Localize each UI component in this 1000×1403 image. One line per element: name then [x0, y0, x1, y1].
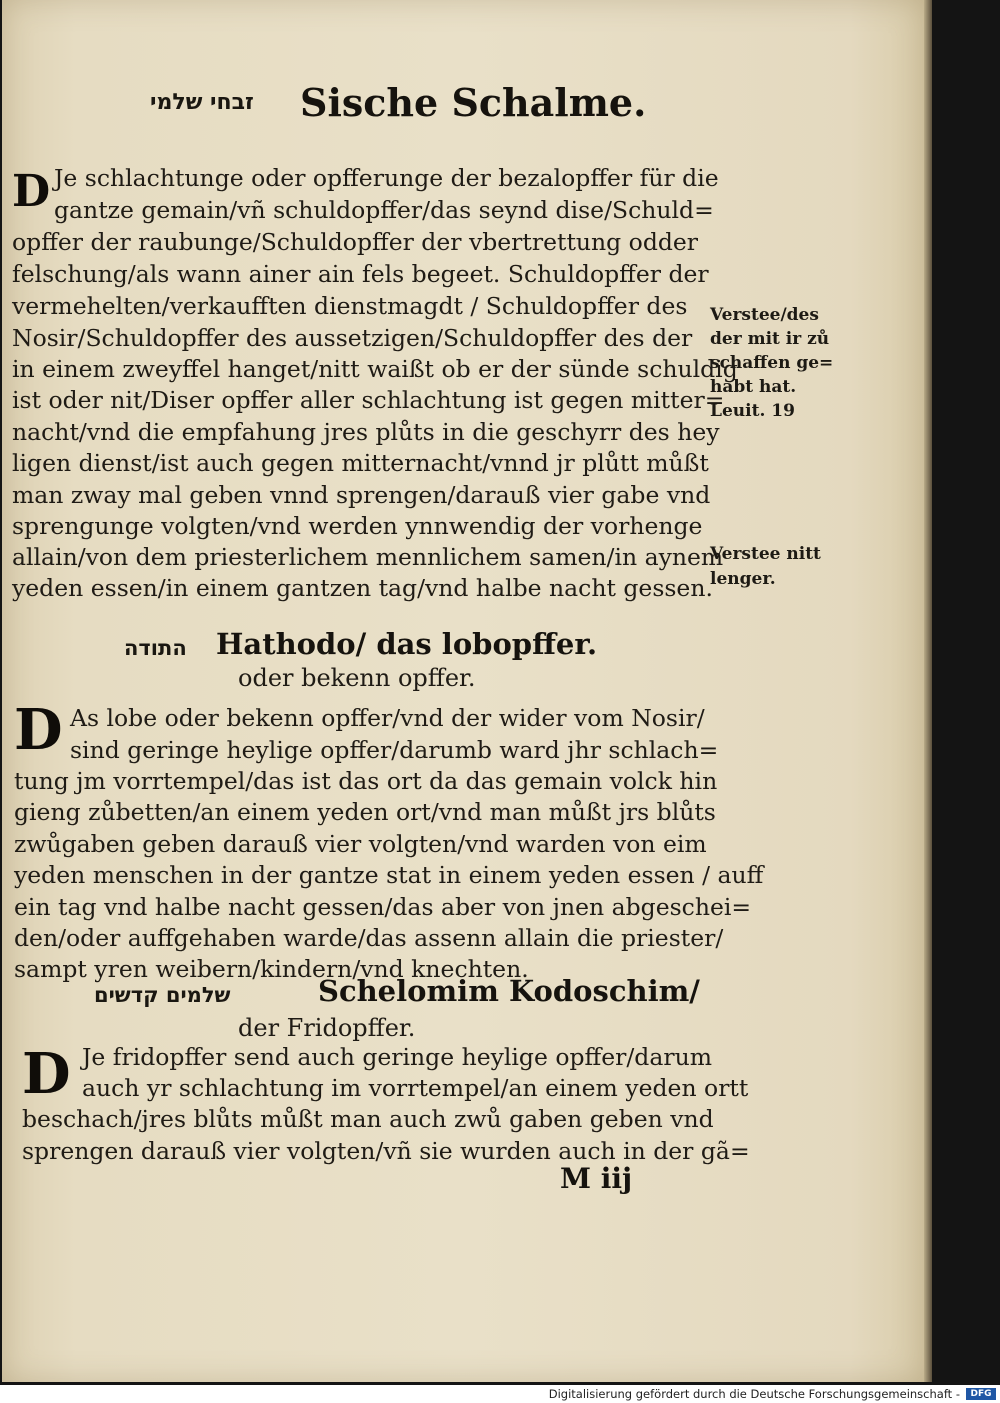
text-line: Je fridopffer send auch geringe heylige opffer/darum [82, 1043, 712, 1071]
page-title: Sische Schalme. [300, 80, 647, 125]
section3-hebrew: שלמים קדשים [94, 983, 231, 1007]
footer-bar [0, 1385, 1000, 1403]
section2-hebrew: התודה [124, 636, 187, 660]
text-line: felschung/als wann ainer ain fels begeet. Schuldopffer der [12, 260, 709, 288]
text-line: vermehelten/verkaufften dienstmagdt / Schuldopffer des [12, 292, 688, 320]
text-line: ein tag vnd halbe nacht gessen/das aber von jnen abgeschei= [14, 893, 752, 921]
book-page [2, 0, 924, 1382]
text-line: nacht/vnd die empfahung jres plůts in die geschyrr des hey [12, 418, 720, 446]
text-line: gieng zůbetten/an einem yeden ort/vnd man můßt jrs blůts [14, 798, 716, 826]
margin-note-line: der mit ir zů [710, 329, 830, 349]
signature-mark: M iij [560, 1162, 633, 1195]
text-line: sprengunge volgten/vnd werden ynnwendig der vorhenge [12, 512, 703, 540]
section3-heading: Schelomim Kodoschim/ [318, 974, 700, 1008]
text-line: As lobe oder bekenn opffer/vnd der wider vom Nosir/ [70, 704, 705, 732]
page-edge [924, 0, 932, 1382]
initial-capital-2: D [14, 697, 63, 763]
text-line: den/oder auffgehaben warde/das assenn allain die priester/ [14, 924, 724, 952]
text-line: ligen dienst/ist auch gegen mitternacht/vnnd jr plůtt můßt [12, 449, 709, 477]
dfg-logo: DFG [966, 1388, 996, 1400]
text-line: man zway mal geben vnnd sprengen/darauß vier gabe vnd [12, 481, 711, 509]
margin-note-line: habt hat. [710, 377, 797, 397]
margin-note-line: Verstee/des [710, 305, 819, 325]
footer-credit: Digitalisierung gefördert durch die Deutsche Forschungsgemeinschaft - [548, 1387, 960, 1401]
text-line: tung jm vorrtempel/das ist das ort da das gemain volck hin [14, 767, 718, 795]
text-line: sprengen darauß vier volgten/vñ sie wurden auch in der gã= [22, 1137, 750, 1165]
text-line: opffer der raubunge/Schuldopffer der vbertrettung odder [12, 228, 699, 256]
text-line: yeden menschen in der gantze stat in einem yeden essen / auff [14, 861, 764, 889]
text-line: sampt yren weibern/kindern/vnd knechten. [14, 955, 529, 983]
header-hebrew: זבחי שלמי [150, 90, 254, 115]
text-line: zwůgaben geben darauß vier volgten/vnd warden von eim [14, 830, 707, 858]
text-line: beschach/jres blůts můßt man auch zwů gaben geben vnd [22, 1105, 714, 1133]
text-line: sind geringe heylige opffer/darumb ward jhr schlach= [70, 736, 719, 764]
text-line: gantze gemain/vñ schuldopffer/das seynd dise/Schuld= [54, 196, 714, 224]
text-line: Je schlachtunge oder opfferunge der bezalopffer für die [54, 164, 719, 192]
text-line: auch yr schlachtung im vorrtempel/an einem yeden ortt [82, 1074, 749, 1102]
text-line: in einem zweyffel hanget/nitt waißt ob er der sünde schuldig [12, 355, 738, 383]
section2-subheading: oder bekenn opffer. [238, 664, 476, 692]
initial-capital-1: D [12, 166, 51, 217]
section3-subheading: der Fridopffer. [238, 1014, 416, 1042]
text-line: Nosir/Schuldopffer des aussetzigen/Schuldopffer des der [12, 324, 693, 352]
margin-note-line: Leuit. 19 [710, 401, 795, 421]
margin-note-line: schaffen ge= [710, 353, 834, 373]
margin-note-line: lenger. [710, 569, 776, 589]
margin-note-line: Verstee nitt [710, 544, 821, 564]
section2-heading: Hathodo/ das lobopffer. [216, 627, 598, 661]
text-line: allain/von dem priesterlichem mennlichem samen/in aynem [12, 543, 724, 571]
initial-capital-3: D [22, 1041, 71, 1107]
text-line: ist oder nit/Diser opffer aller schlachtung ist gegen mitter= [12, 386, 725, 414]
text-line: yeden essen/in einem gantzen tag/vnd halbe nacht gessen. [12, 574, 713, 602]
